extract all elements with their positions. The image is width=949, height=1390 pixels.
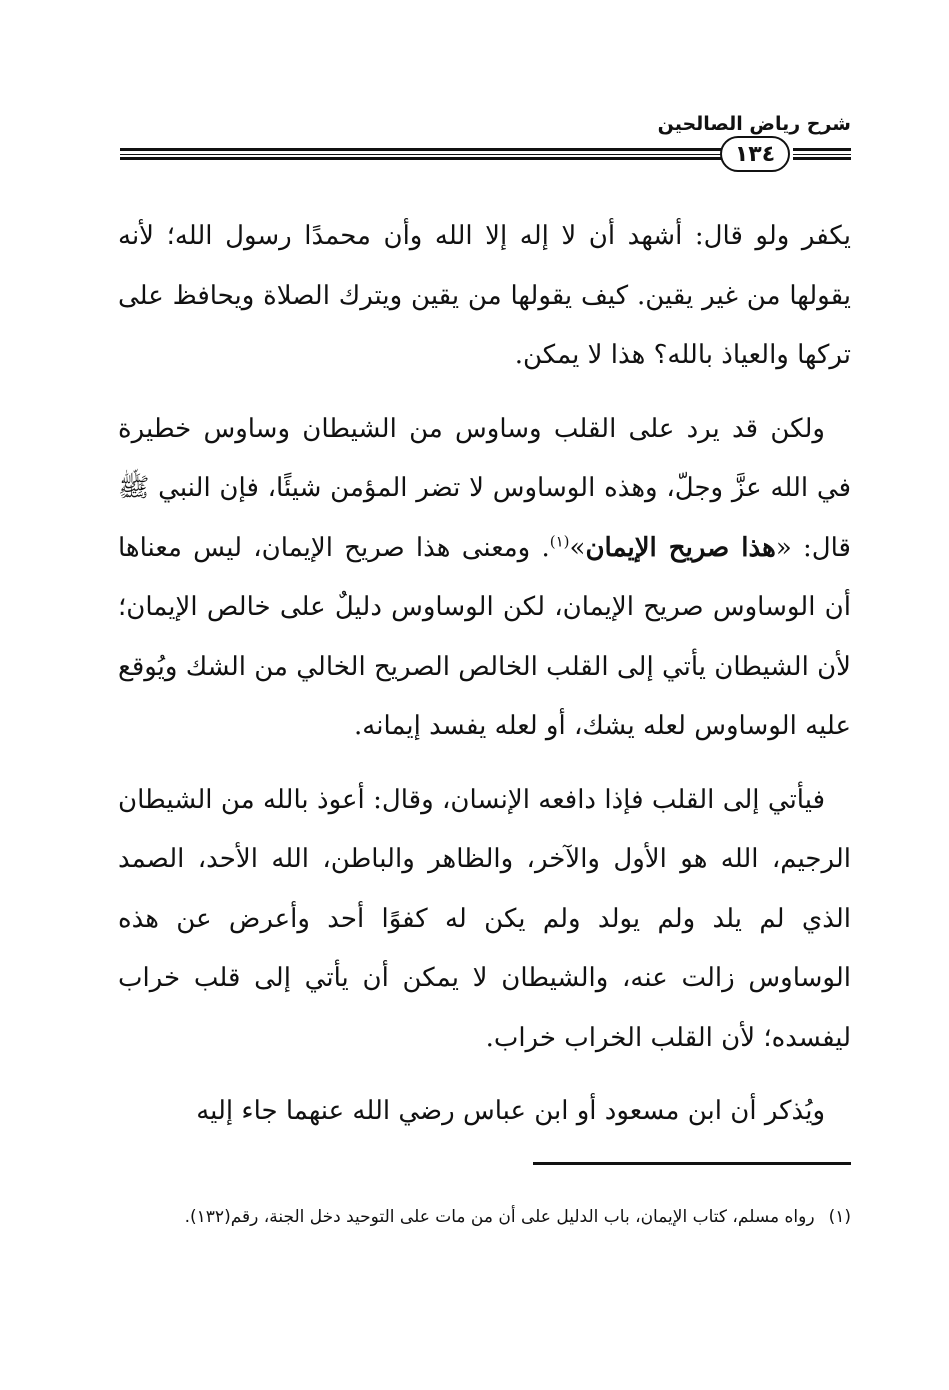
running-header-title: شرح رياض الصالحين (657, 113, 851, 135)
header-rule-left (120, 148, 722, 160)
footnote-marker: (١) (828, 1207, 851, 1227)
footnote-separator (533, 1162, 851, 1165)
paragraph-4 (118, 1082, 851, 1142)
paragraph-2-text-before: ولكن قد يرد على القلب وساوس من الشيطان وساوس خطيرة في الله عزَّ وجلّ، وهذه الوساوس لا تضر المؤمن شيئًا، فإن النبي ﷺ قال: « (118, 413, 851, 563)
paragraph-1-text: يكفر ولو قال: أشهد أن لا إله إلا الله وأن محمدًا رسول الله؛ لأنه يقولها من غير يقين. كيف يقولها من يقين ويترك الصلاة ويحافظ على تركها والعياذ بالله؟ هذا لا يمكن. (118, 221, 851, 370)
paragraph-4-text: ويُذكر أن ابن مسعود أو ابن عباس رضي الله عنهما جاء إليه (196, 1096, 825, 1126)
hadith-quote: هذا صريح الإيمان (585, 532, 776, 563)
footnote-reference[interactable]: (١) (549, 531, 570, 550)
paragraph-3-text: فيأتي إلى القلب فإذا دافعه الإنسان، وقال: أعوذ بالله من الشيطان الرجيم، الله هو الأول والآخر، والظاهر والباطن، الله الأحد، الصمد الذي لم يلد ولم يولد ولم يكن له كفوًا أحد وأعرض عن هذه الوساوس زالت عنه، والشيطان لا يمكن أن يأتي إلى قلب خراب ليفسده؛ لأن القلب الخراب خراب. (118, 784, 851, 1053)
paragraph-2 (118, 400, 851, 757)
quote-close-mark: » (569, 532, 586, 563)
header-rule-right (793, 148, 851, 160)
footnote-text: رواه مسلم، كتاب الإيمان، باب الدليل على أن من مات على التوحيد دخل الجنة، رقم(١٣٢). (184, 1207, 815, 1227)
page-number-badge: ١٣٤ (720, 136, 790, 172)
paragraph-1 (118, 207, 851, 386)
paragraph-3 (118, 771, 851, 1069)
main-text (118, 207, 851, 1142)
footnote (118, 1199, 851, 1235)
paragraph-2-text-after: . ومعنى هذا صريح الإيمان، ليس معناها أن الوساوس صريح الإيمان، لكن الوساوس دليلٌ على خالص الإيمان؛ لأن الشيطان يأتي إلى القلب الخالص الصريح الخالي من الشك ويُوقع عليه الوساوس لعله يشك، أو لعله يفسد إيمانه. (117, 532, 851, 741)
